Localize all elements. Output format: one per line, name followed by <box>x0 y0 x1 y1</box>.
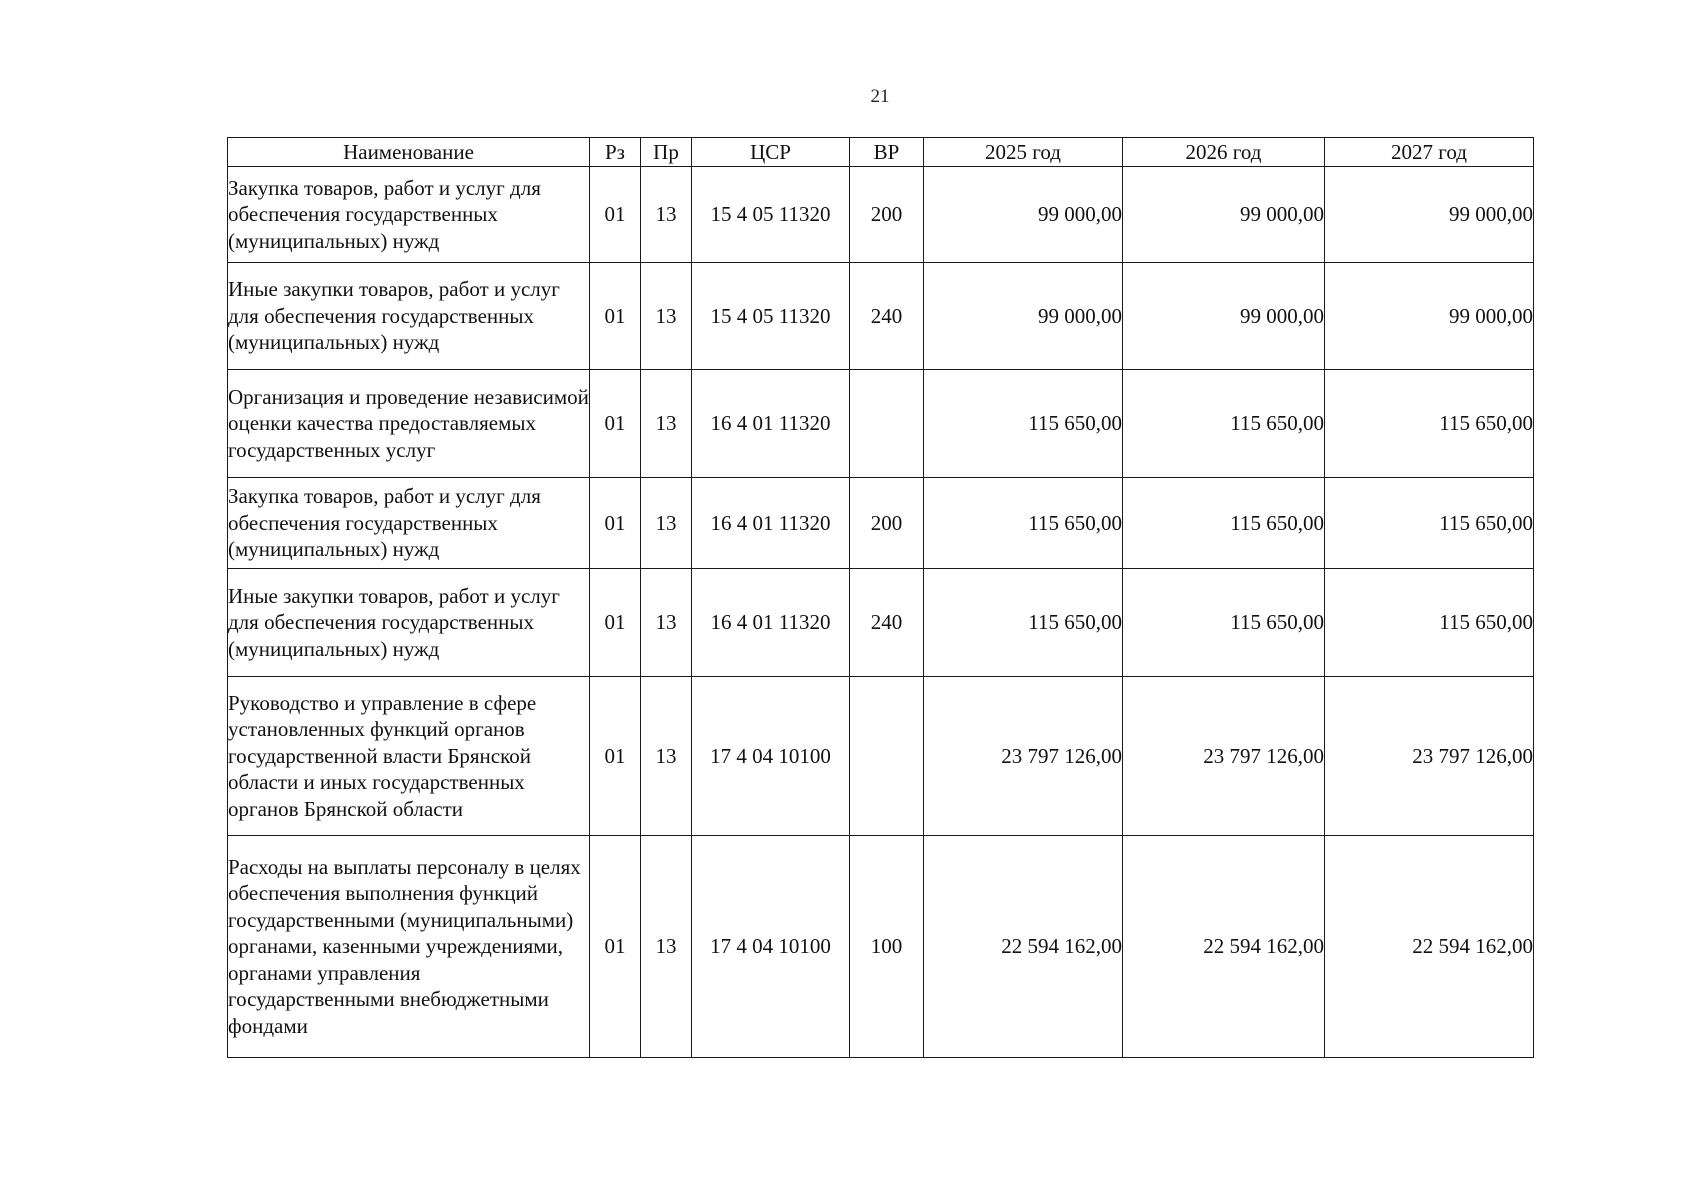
row-vr-cell <box>850 677 924 836</box>
row-rz-cell: 01 <box>590 263 641 370</box>
row-rz-cell: 01 <box>590 370 641 478</box>
row-2025-cell: 22 594 162,00 <box>924 836 1123 1058</box>
row-vr-cell: 240 <box>850 569 924 677</box>
header-rz: Рз <box>590 138 641 167</box>
budget-table <box>227 137 1534 1058</box>
table-row <box>228 569 1534 677</box>
row-csr-cell: 16 4 01 11320 <box>692 370 850 478</box>
page-number: 21 <box>870 86 890 107</box>
table-row <box>228 263 1534 370</box>
row-csr-cell: 16 4 01 11320 <box>692 478 850 569</box>
row-rz-cell: 01 <box>590 478 641 569</box>
row-pr-cell: 13 <box>641 677 692 836</box>
header-name: Наименование <box>228 138 590 167</box>
row-pr-cell: 13 <box>641 478 692 569</box>
row-name-cell: Закупка товаров, работ и услуг для обеспечения государственных (муниципальных) нужд <box>228 478 590 569</box>
table-row <box>228 677 1534 836</box>
row-name-cell: Руководство и управление в сфере установленных функций органов государственной власти Брянской области и иных государственных органов Брянской области <box>228 677 590 836</box>
row-2027-cell: 115 650,00 <box>1325 478 1534 569</box>
header-year-2027: 2027 год <box>1325 138 1534 167</box>
row-2027-cell: 99 000,00 <box>1325 263 1534 370</box>
row-2025-cell: 23 797 126,00 <box>924 677 1123 836</box>
header-year-2025: 2025 год <box>924 138 1123 167</box>
row-2026-cell: 22 594 162,00 <box>1123 836 1325 1058</box>
row-2026-cell: 99 000,00 <box>1123 263 1325 370</box>
header-pr: Пр <box>641 138 692 167</box>
row-2025-cell: 115 650,00 <box>924 370 1123 478</box>
row-csr-cell: 17 4 04 10100 <box>692 677 850 836</box>
row-pr-cell: 13 <box>641 569 692 677</box>
header-vr: ВР <box>850 138 924 167</box>
row-rz-cell: 01 <box>590 836 641 1058</box>
row-vr-cell: 200 <box>850 167 924 263</box>
row-2025-cell: 99 000,00 <box>924 263 1123 370</box>
row-csr-cell: 15 4 05 11320 <box>692 263 850 370</box>
row-2026-cell: 115 650,00 <box>1123 569 1325 677</box>
row-name-cell: Иные закупки товаров, работ и услуг для обеспечения государственных (муниципальных) нужд <box>228 569 590 677</box>
table-row <box>228 370 1534 478</box>
table-row <box>228 478 1534 569</box>
row-2027-cell: 115 650,00 <box>1325 569 1534 677</box>
row-name-cell: Организация и проведение независимой оценки качества предоставляемых государственных услуг <box>228 370 590 478</box>
row-rz-cell: 01 <box>590 677 641 836</box>
row-csr-cell: 16 4 01 11320 <box>692 569 850 677</box>
row-csr-cell: 17 4 04 10100 <box>692 836 850 1058</box>
row-pr-cell: 13 <box>641 370 692 478</box>
row-pr-cell: 13 <box>641 263 692 370</box>
row-vr-cell <box>850 370 924 478</box>
row-2027-cell: 115 650,00 <box>1325 370 1534 478</box>
row-rz-cell: 01 <box>590 569 641 677</box>
row-vr-cell: 100 <box>850 836 924 1058</box>
row-2025-cell: 115 650,00 <box>924 569 1123 677</box>
table-row <box>228 167 1534 263</box>
row-name-cell: Закупка товаров, работ и услуг для обеспечения государственных (муниципальных) нужд <box>228 167 590 263</box>
row-2026-cell: 23 797 126,00 <box>1123 677 1325 836</box>
row-pr-cell: 13 <box>641 836 692 1058</box>
row-2026-cell: 115 650,00 <box>1123 370 1325 478</box>
row-csr-cell: 15 4 05 11320 <box>692 167 850 263</box>
header-year-2026: 2026 год <box>1123 138 1325 167</box>
row-name-cell: Расходы на выплаты персоналу в целях обеспечения выполнения функций государственными (муниципальными) органами, казенными учреждениями, органами управления государственными внебюджетными фондами <box>228 836 590 1058</box>
row-pr-cell: 13 <box>641 167 692 263</box>
row-vr-cell: 200 <box>850 478 924 569</box>
row-vr-cell: 240 <box>850 263 924 370</box>
row-2025-cell: 99 000,00 <box>924 167 1123 263</box>
table-row <box>228 836 1534 1058</box>
table-header-row <box>228 138 1534 167</box>
row-2026-cell: 99 000,00 <box>1123 167 1325 263</box>
row-2027-cell: 22 594 162,00 <box>1325 836 1534 1058</box>
row-name-cell: Иные закупки товаров, работ и услуг для обеспечения государственных (муниципальных) нужд <box>228 263 590 370</box>
row-2027-cell: 23 797 126,00 <box>1325 677 1534 836</box>
row-2026-cell: 115 650,00 <box>1123 478 1325 569</box>
row-rz-cell: 01 <box>590 167 641 263</box>
header-csr: ЦСР <box>692 138 850 167</box>
row-2025-cell: 115 650,00 <box>924 478 1123 569</box>
row-2027-cell: 99 000,00 <box>1325 167 1534 263</box>
